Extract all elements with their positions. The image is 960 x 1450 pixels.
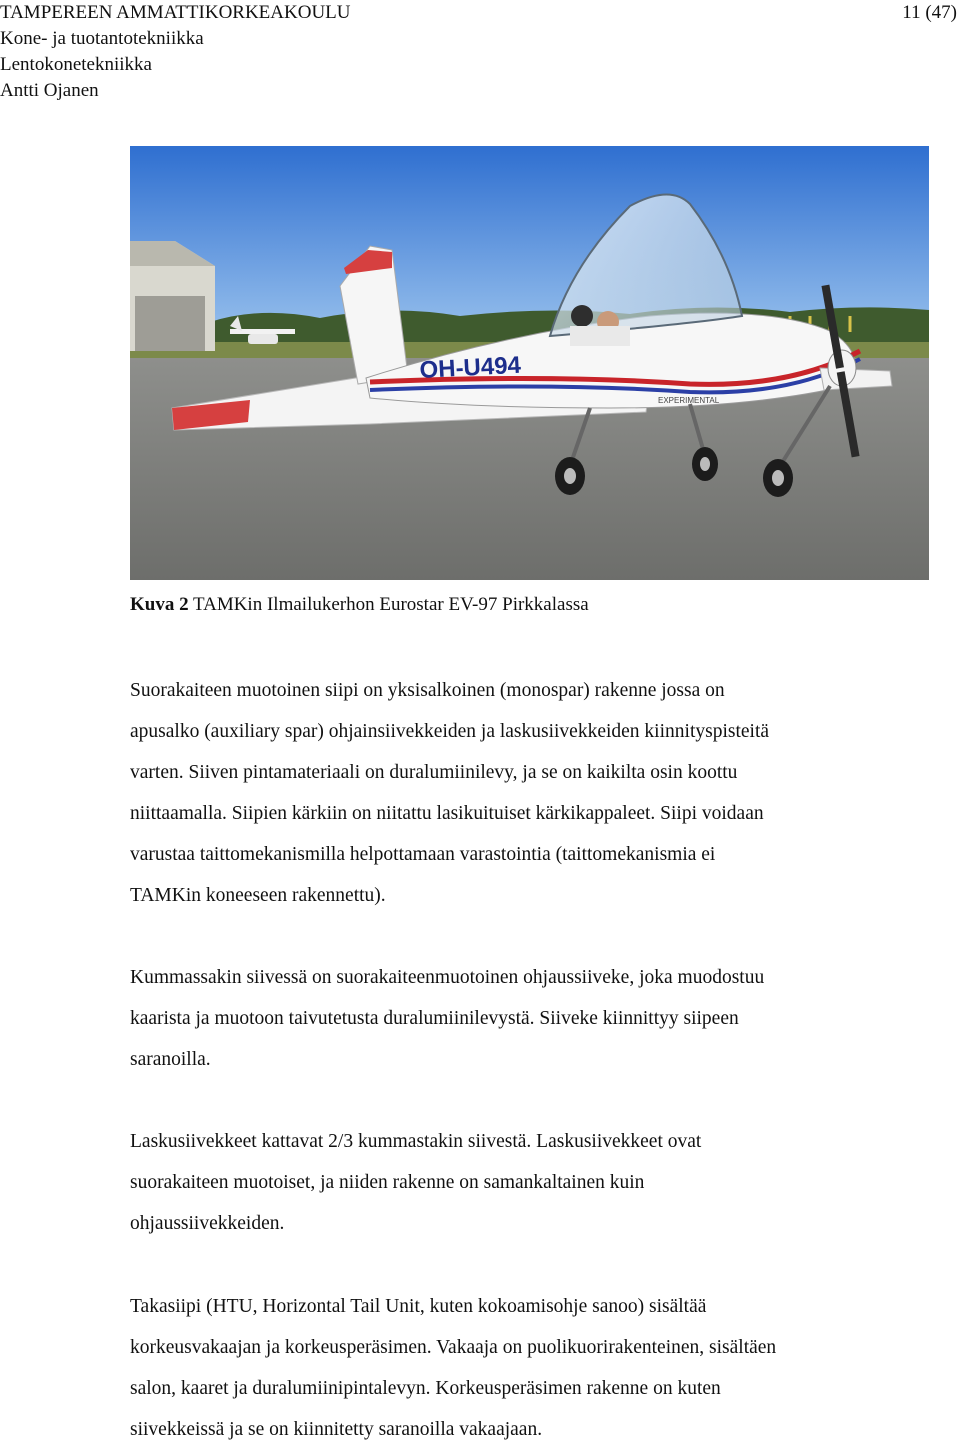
paragraph-flaps	[130, 1121, 930, 1244]
paragraph-tail	[130, 1286, 930, 1450]
text-line: TAMKin koneeseen rakennettu).	[130, 885, 386, 906]
department: Kone- ja tuotantotekniikka	[0, 28, 204, 49]
paragraph-wing	[130, 670, 930, 916]
experimental-badge: EXPERIMENTAL	[658, 396, 720, 405]
text-line: ohjaussiivekkeiden.	[130, 1213, 285, 1234]
text-line: apusalko (auxiliary spar) ohjainsiivekkeiden ja laskusiivekkeiden kiinnityspisteitä	[130, 721, 770, 742]
text-line: Suorakaiteen muotoinen siipi on yksisalkoinen (monospar) rakenne jossa on	[130, 680, 725, 701]
author: Antti Ojanen	[0, 80, 99, 101]
registration-text: OH-U494	[418, 351, 522, 384]
aircraft-photo	[130, 146, 929, 580]
page-number: 11 (47)	[902, 2, 957, 23]
text-line: varustaa taittomekanismilla helpottamaan varastointia (taittomekanismia ei	[130, 844, 716, 865]
program: Lentokonetekniikka	[0, 54, 152, 75]
text-line: Laskusiivekkeet kattavat 2/3 kummastakin siivestä. Laskusiivekkeet ovat	[130, 1131, 702, 1152]
figure-caption	[130, 594, 589, 616]
text-line: suorakaiteen muotoiset, ja niiden rakenne on samankaltainen kuin	[130, 1172, 645, 1193]
text-line: niittaamalla. Siipien kärkiin on niitattu lasikuituiset kärkikappaleet. Siipi voidaan	[130, 803, 764, 824]
text-line: saranoilla.	[130, 1049, 211, 1070]
text-line: salon, kaaret ja duralumiinipintalevyn. Korkeusperäsimen rakenne on kuten	[130, 1378, 721, 1399]
school-name: TAMPEREEN AMMATTIKORKEAKOULU	[0, 2, 351, 23]
caption-text: TAMKin Ilmailukerhon Eurostar EV-97 Pirkkalassa	[188, 594, 589, 615]
text-line: Kummassakin siivessä on suorakaiteenmuotoinen ohjaussiiveke, joka muodostuu	[130, 967, 765, 988]
text-line: siivekkeissä ja se on kiinnitetty saranoilla vakaajaan.	[130, 1419, 543, 1440]
paragraph-aileron	[130, 957, 930, 1080]
text-line: korkeusvakaajan ja korkeusperäsimen. Vakaaja on puolikuorirakenteinen, sisältäen	[130, 1337, 777, 1358]
text-line: varten. Siiven pintamateriaali on duralumiinilevy, ja se on kaikilta osin koottu	[130, 762, 738, 783]
text-line: kaarista ja muotoon taivutetusta duralumiinilevystä. Siiveke kiinnittyy siipeen	[130, 1008, 739, 1029]
text-line: Takasiipi (HTU, Horizontal Tail Unit, kuten kokoamisohje sanoo) sisältää	[130, 1296, 707, 1317]
caption-label: Kuva 2	[130, 594, 189, 615]
page-header	[0, 0, 960, 104]
